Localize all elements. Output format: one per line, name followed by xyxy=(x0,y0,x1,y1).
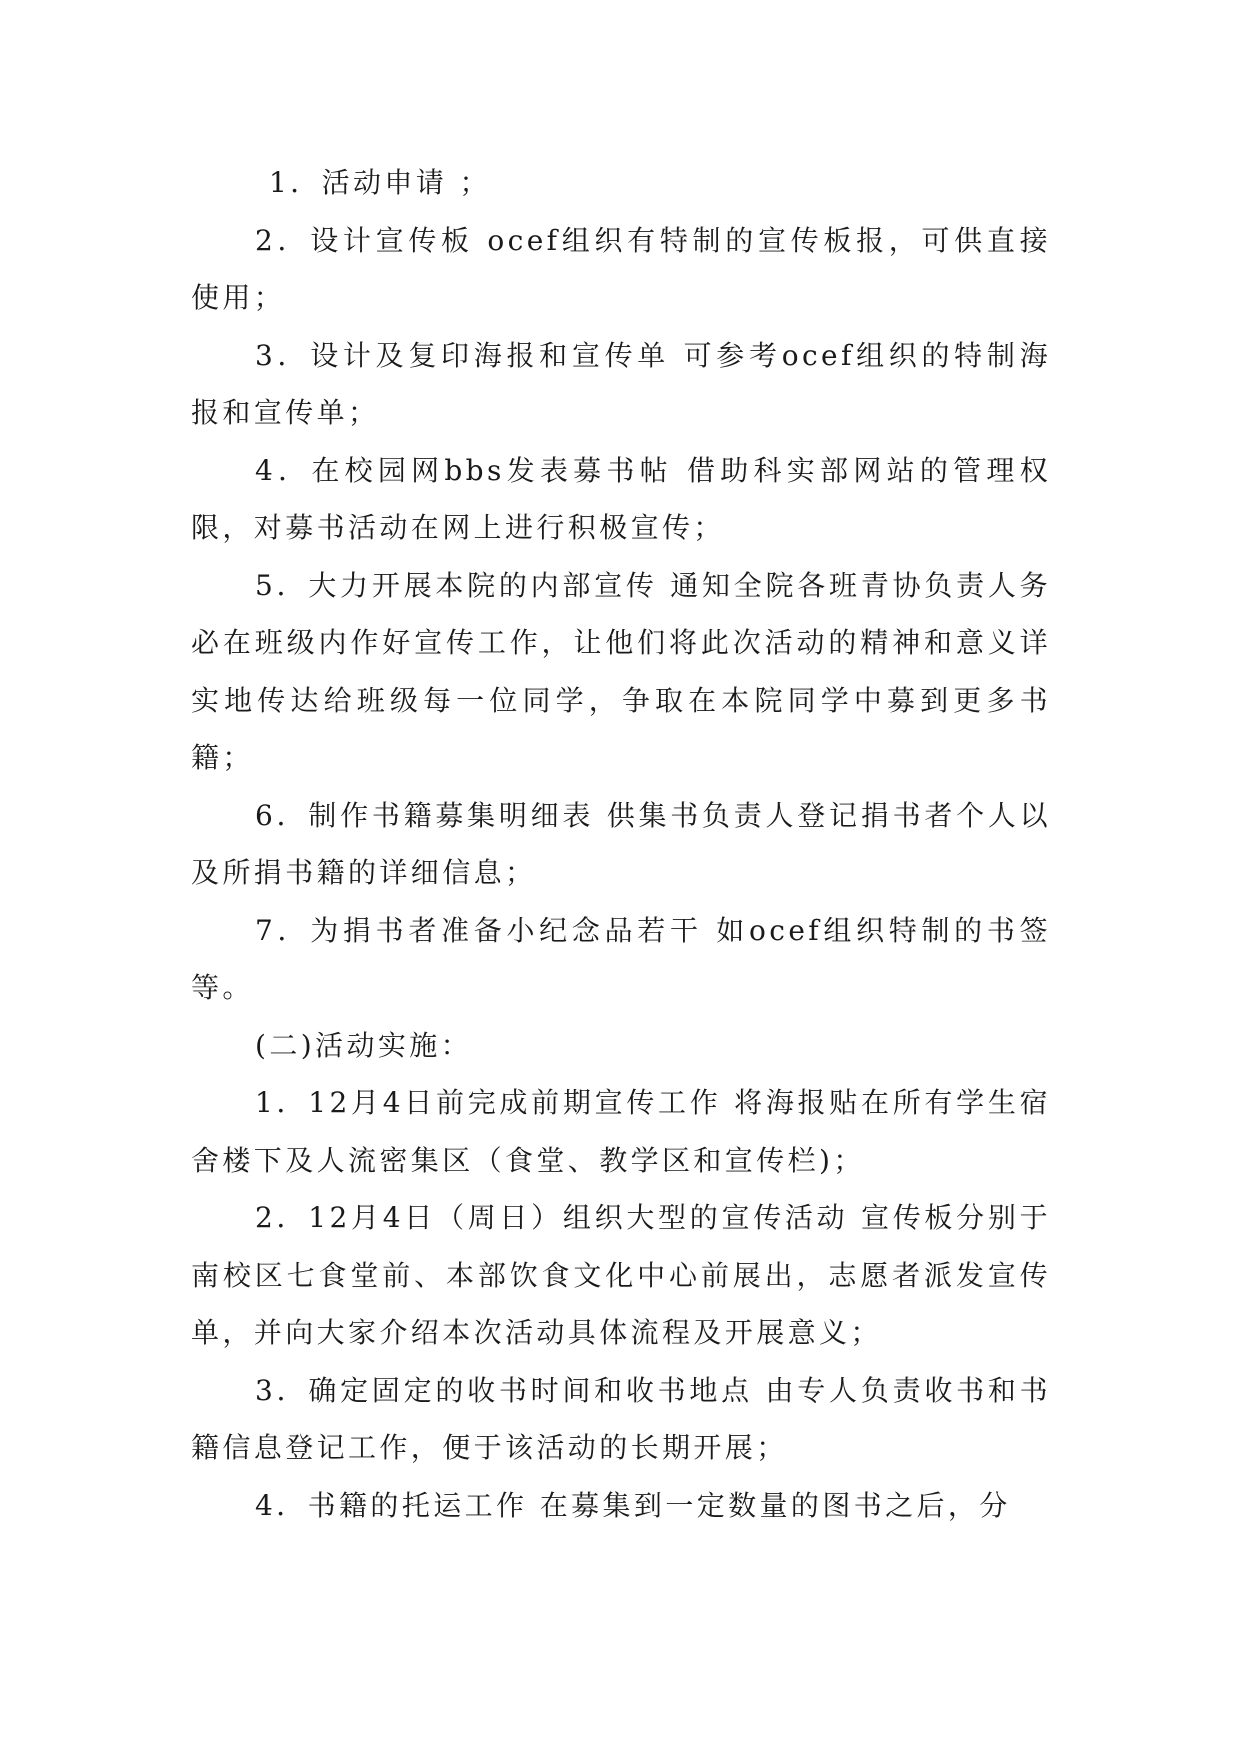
paragraph-collection-time: 3．确定固定的收书时间和收书地点 由专人负责收书和书籍信息登记工作，便于该活动的长期开展； xyxy=(191,1373,1051,1464)
document-body xyxy=(191,154,1051,1534)
paragraph-activity-application: 1．活动申请 ； xyxy=(269,166,491,199)
section-heading-implementation: (二)活动实施： xyxy=(255,1028,473,1062)
paragraph-internal-publicity: 5．大力开展本院的内部宣传 通知全院各班青协负责人务必在班级内作好宣传工作，让他们将此次活动的精神和意义详实地传达给班级每一位同学，争取在本院同学中募到更多书籍； xyxy=(191,568,1051,774)
paragraph-design-board: 2．设计宣传板 ocef组织有特制的宣传板报，可供直接使用； xyxy=(191,223,1051,314)
paragraph-early-publicity: 1．12月4日前完成前期宣传工作 将海报贴在所有学生宿舍楼下及人流密集区（食堂、教学区和宣传栏)； xyxy=(191,1086,1051,1177)
paragraph-bbs-post: 4．在校园网bbs发表募书帖 借助科实部网站的管理权限，对募书活动在网上进行积极宣传； xyxy=(191,453,1051,544)
paragraph-publicity-event: 2．12月4日（周日）组织大型的宣传活动 宣传板分别于南校区七食堂前、本部饮食文化中心前展出，志愿者派发宣传单，并向大家介绍本次活动具体流程及开展意义； xyxy=(191,1201,1051,1349)
paragraph-design-posters: 3．设计及复印海报和宣传单 可参考ocef组织的特制海报和宣传单； xyxy=(191,338,1051,429)
paragraph-book-list: 6．制作书籍募集明细表 供集书负责人登记捐书者个人以及所捐书籍的详细信息； xyxy=(191,798,1051,889)
paragraph-shipping: 4．书籍的托运工作 在募集到一定数量的图书之后，分 xyxy=(255,1488,1011,1522)
paragraph-souvenirs: 7．为捐书者准备小纪念品若干 如ocef组织特制的书签等。 xyxy=(191,913,1051,1004)
